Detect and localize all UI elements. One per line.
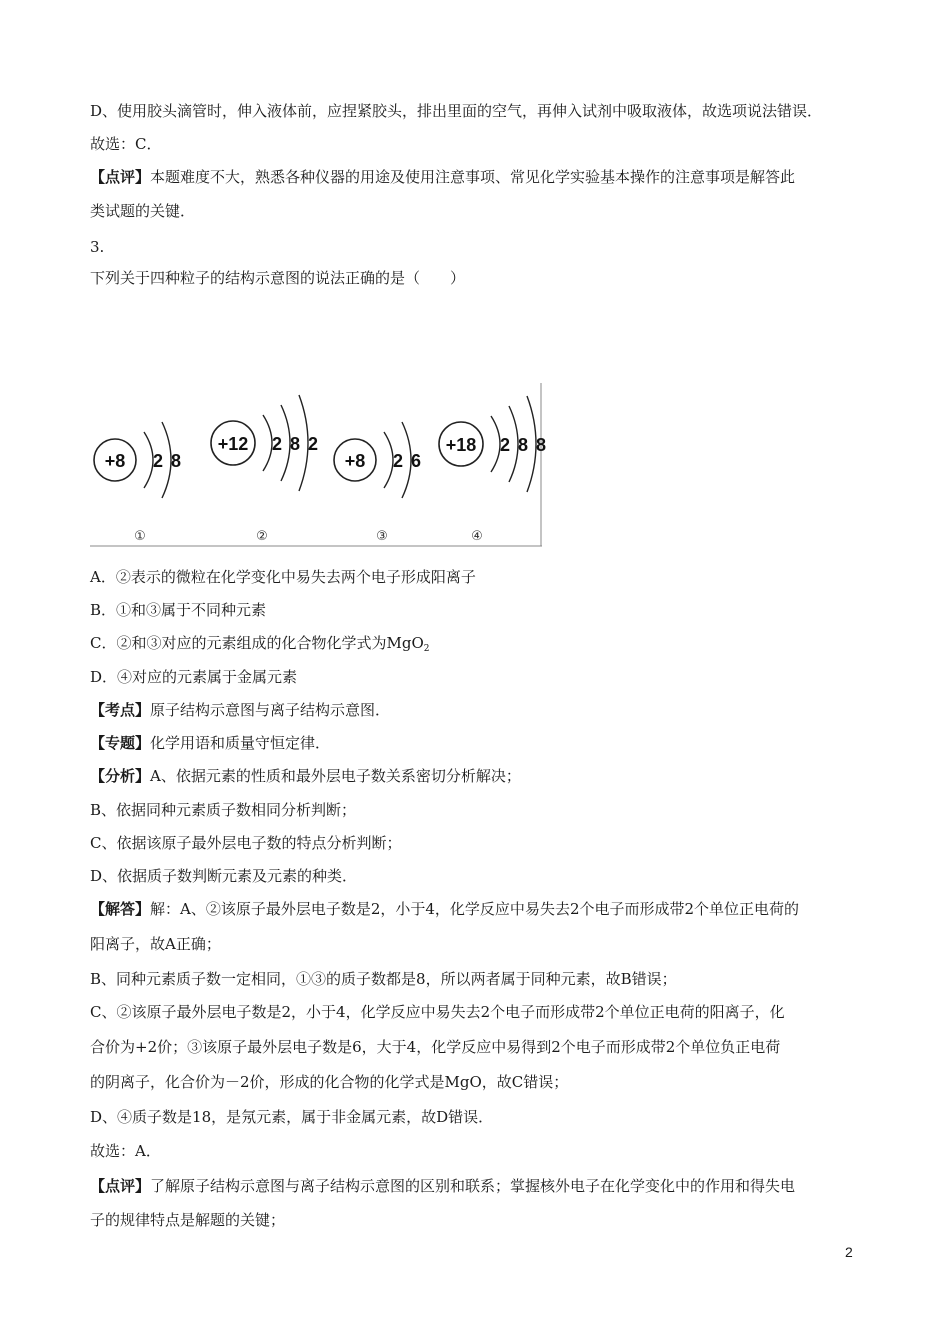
shell-electron-count: 8: [517, 435, 529, 455]
text-line: D、依据质子数判断元素及元素的种类．: [90, 867, 358, 885]
comment-text: 本题难度不大，熟悉各种仪器的用途及使用注意事项、常见化学实验基本操作的注意事项是解答此: [150, 168, 796, 186]
electron-shell-arc: [402, 422, 411, 498]
text-line: C、②该原子最外层电子数是2，小于4，化学反应中易失去2个电子而形成带2个单位正电荷的阳离子，化: [90, 1003, 785, 1021]
question-text: 下列关于四种粒子的结构示意图的说法正确的是（ ）: [90, 269, 466, 287]
option-d: D．④对应的元素属于金属元素: [90, 668, 298, 686]
shell-electron-count: 2: [392, 451, 404, 471]
option-b: B．①和③属于不同种元素: [90, 601, 267, 619]
zhuanti-line: 【专题】化学用语和质量守恒定律．: [90, 734, 331, 752]
kaodian-line: 【考点】原子结构示意图与离子结构示意图．: [90, 701, 391, 719]
text-line: 类试题的关键．: [90, 202, 196, 220]
electron-shell-arc: [263, 415, 272, 471]
particle-diagram: [94, 422, 181, 544]
electron-shell-arc: [527, 396, 536, 492]
fenxi-line: 【分析】A、依据元素的性质和最外层电子数关系密切分析解决；: [90, 767, 521, 785]
electron-shell-arc: [281, 405, 290, 481]
option-a: A．②表示的微粒在化学变化中易失去两个电子形成阳离子: [90, 568, 476, 586]
electron-shell-arc: [162, 422, 171, 498]
nucleus-charge: +8: [104, 451, 126, 471]
text-line: 故选：A．: [90, 1142, 161, 1160]
text-line: 的阴离子，化合价为－2价，形成的化合物的化学式是MgO，故C错误；: [90, 1073, 569, 1091]
text-line: 阳离子，故A正确；: [90, 935, 221, 953]
particle-label: ③: [376, 529, 388, 544]
particle-label: ①: [134, 529, 146, 544]
particle-diagram: [334, 422, 421, 544]
particle-structure-figure: [90, 383, 547, 548]
shell-electron-count: 2: [271, 434, 283, 454]
text-line: B、依据同种元素质子数相同分析判断；: [90, 801, 357, 819]
shell-electron-count: 2: [499, 435, 511, 455]
page-number: 2: [845, 1244, 853, 1260]
text-line: 故选：C．: [90, 135, 162, 153]
shell-electron-count: 6: [410, 451, 422, 471]
shell-electron-count: 2: [307, 434, 319, 454]
nucleus-charge: +12: [217, 434, 249, 454]
electron-shell-arc: [144, 432, 153, 488]
particle-diagram: [439, 396, 546, 544]
nucleus-charge: +8: [344, 451, 366, 471]
particle-label: ②: [256, 529, 268, 544]
comment-tag: 【点评】: [90, 168, 151, 186]
text-line: D、使用胶头滴管时，伸入液体前，应捏紧胶头，排出里面的空气，再伸入试剂中吸取液体，故选项说法错误．: [90, 102, 823, 120]
shell-electron-count: 8: [170, 451, 182, 471]
question-number: 3.: [90, 238, 105, 256]
shell-electron-count: 2: [152, 451, 164, 471]
particle-label: ④: [471, 529, 483, 544]
electron-shell-arc: [491, 416, 500, 472]
shell-electron-count: 8: [289, 434, 301, 454]
text-line: 合价为+2价；③该原子最外层电子数是6，大于4，化学反应中易得到2个电子而形成带2个单位负正电荷: [90, 1038, 781, 1056]
dianping-line: 【点评】了解原子结构示意图与离子结构示意图的区别和联系；掌握核外电子在化学变化中的作用和得失电: [90, 1177, 796, 1195]
text-line: B、同种元素质子数一定相同，①③的质子数都是8，所以两者属于同种元素，故B错误；: [90, 970, 677, 988]
text-line: C、依据该原子最外层电子数的特点分析判断；: [90, 834, 402, 852]
electron-shell-arc: [384, 432, 393, 488]
shell-electron-count: 8: [535, 435, 547, 455]
electron-shell-arc: [299, 395, 308, 491]
particle-diagram: [211, 395, 318, 544]
text-line: D、④质子数是18，是氖元素，属于非金属元素，故D错误．: [90, 1108, 494, 1126]
jieda-line: 【解答】解：A、②该原子最外层电子数是2，小于4，化学反应中易失去2个电子而形成带2个单位正电荷的: [90, 900, 800, 918]
nucleus-charge: +18: [445, 435, 477, 455]
option-c: C．②和③对应的元素组成的化合物化学式为MgO$_2$: [90, 634, 430, 654]
electron-shell-arc: [509, 406, 518, 482]
comment-line: [90, 167, 795, 187]
text-line: 子的规律特点是解题的关键；: [90, 1211, 286, 1229]
